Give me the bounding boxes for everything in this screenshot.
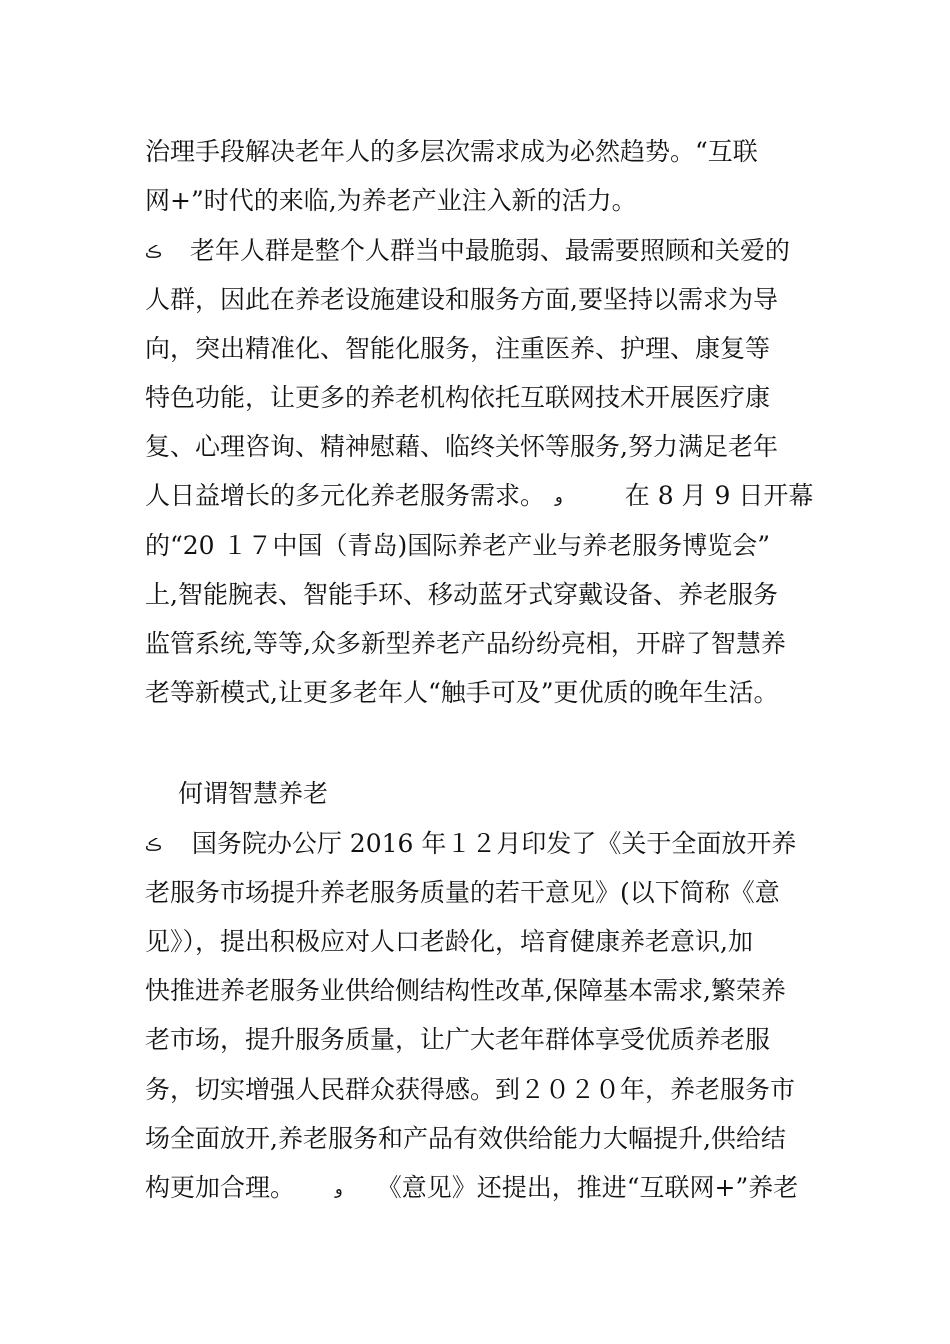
text-segment: 国务院办公厅 2016 年１２月印发了《关于全面放开养: [191, 829, 797, 858]
text-segment: 老年人群是整个人群当中最脆弱、最需要照顾和关爱的: [189, 236, 790, 265]
text-line: 治理手段解决老年人的多层次需求成为必然趋势。“互联: [145, 137, 758, 166]
paragraph-marker-icon: و: [335, 1179, 343, 1198]
text-line: 监管系统,等等,众多新型养老产品纷纷亮相，开辟了智慧养: [145, 629, 786, 658]
text-line: 上,智能腕表、智能手环、移动蓝牙式穿戴设备、养老服务: [145, 580, 778, 609]
text-line: 务，切实增强人民群众获得感。到２０２０年，养老服务市: [145, 1075, 796, 1104]
text-segment: 人日益增长的多元化养老服务需求。: [145, 481, 546, 510]
text-line: 特色功能，让更多的养老机构依托互联网技术开展医疗康: [145, 383, 771, 412]
text-line: 老市场，提升服务质量，让广大老年群体享受优质养老服: [145, 1025, 771, 1054]
text-line: 人群，因此在养老设施建设和服务方面,要坚持以需求为导: [145, 285, 778, 314]
text-segment: 构更加合理。: [145, 1173, 296, 1202]
text-line: [145, 481, 825, 512]
text-line: 网+”时代的来临,为养老产业注入新的活力。: [145, 186, 637, 215]
text-line: 见》），提出积极应对人口老龄化，培育健康养老意识,加: [145, 927, 753, 956]
text-segment: 《意见》还提出，推进“互联网+”养老: [376, 1173, 799, 1202]
text-line: 的“20 １７中国（青岛)国际养老产业与养老服务博览会”: [145, 531, 771, 560]
text-line: 老等新模式,让更多老年人“触手可及”更优质的晚年生活。: [145, 678, 779, 707]
paragraph-marker-icon: و: [555, 487, 563, 506]
text-line: 向，突出精准化、智能化服务，注重医养、护理、康复等: [145, 334, 771, 363]
paragraph-marker-icon: ڪ: [145, 242, 162, 261]
text-line: 老服务市场提升养老服务质量的若干意见》(以下简称《意: [145, 878, 780, 907]
text-line: 快推进养老服务业供给侧结构性改革,保障基本需求,繁荣养: [145, 976, 786, 1005]
paragraph-marker-icon: ڪ: [145, 835, 162, 854]
text-line: 复、心理咨询、精神慰藉、临终关怀等服务,努力满足老年: [145, 432, 778, 461]
text-segment: 在 8 月 9 日开幕: [624, 481, 814, 510]
section-heading: 何谓智慧养老: [178, 779, 329, 808]
text-line: 场全面放开,养老服务和产品有效供给能力大幅提升,供给结: [145, 1124, 786, 1153]
text-line: [145, 1173, 825, 1204]
text-line: [145, 829, 825, 860]
text-line: [145, 236, 825, 267]
